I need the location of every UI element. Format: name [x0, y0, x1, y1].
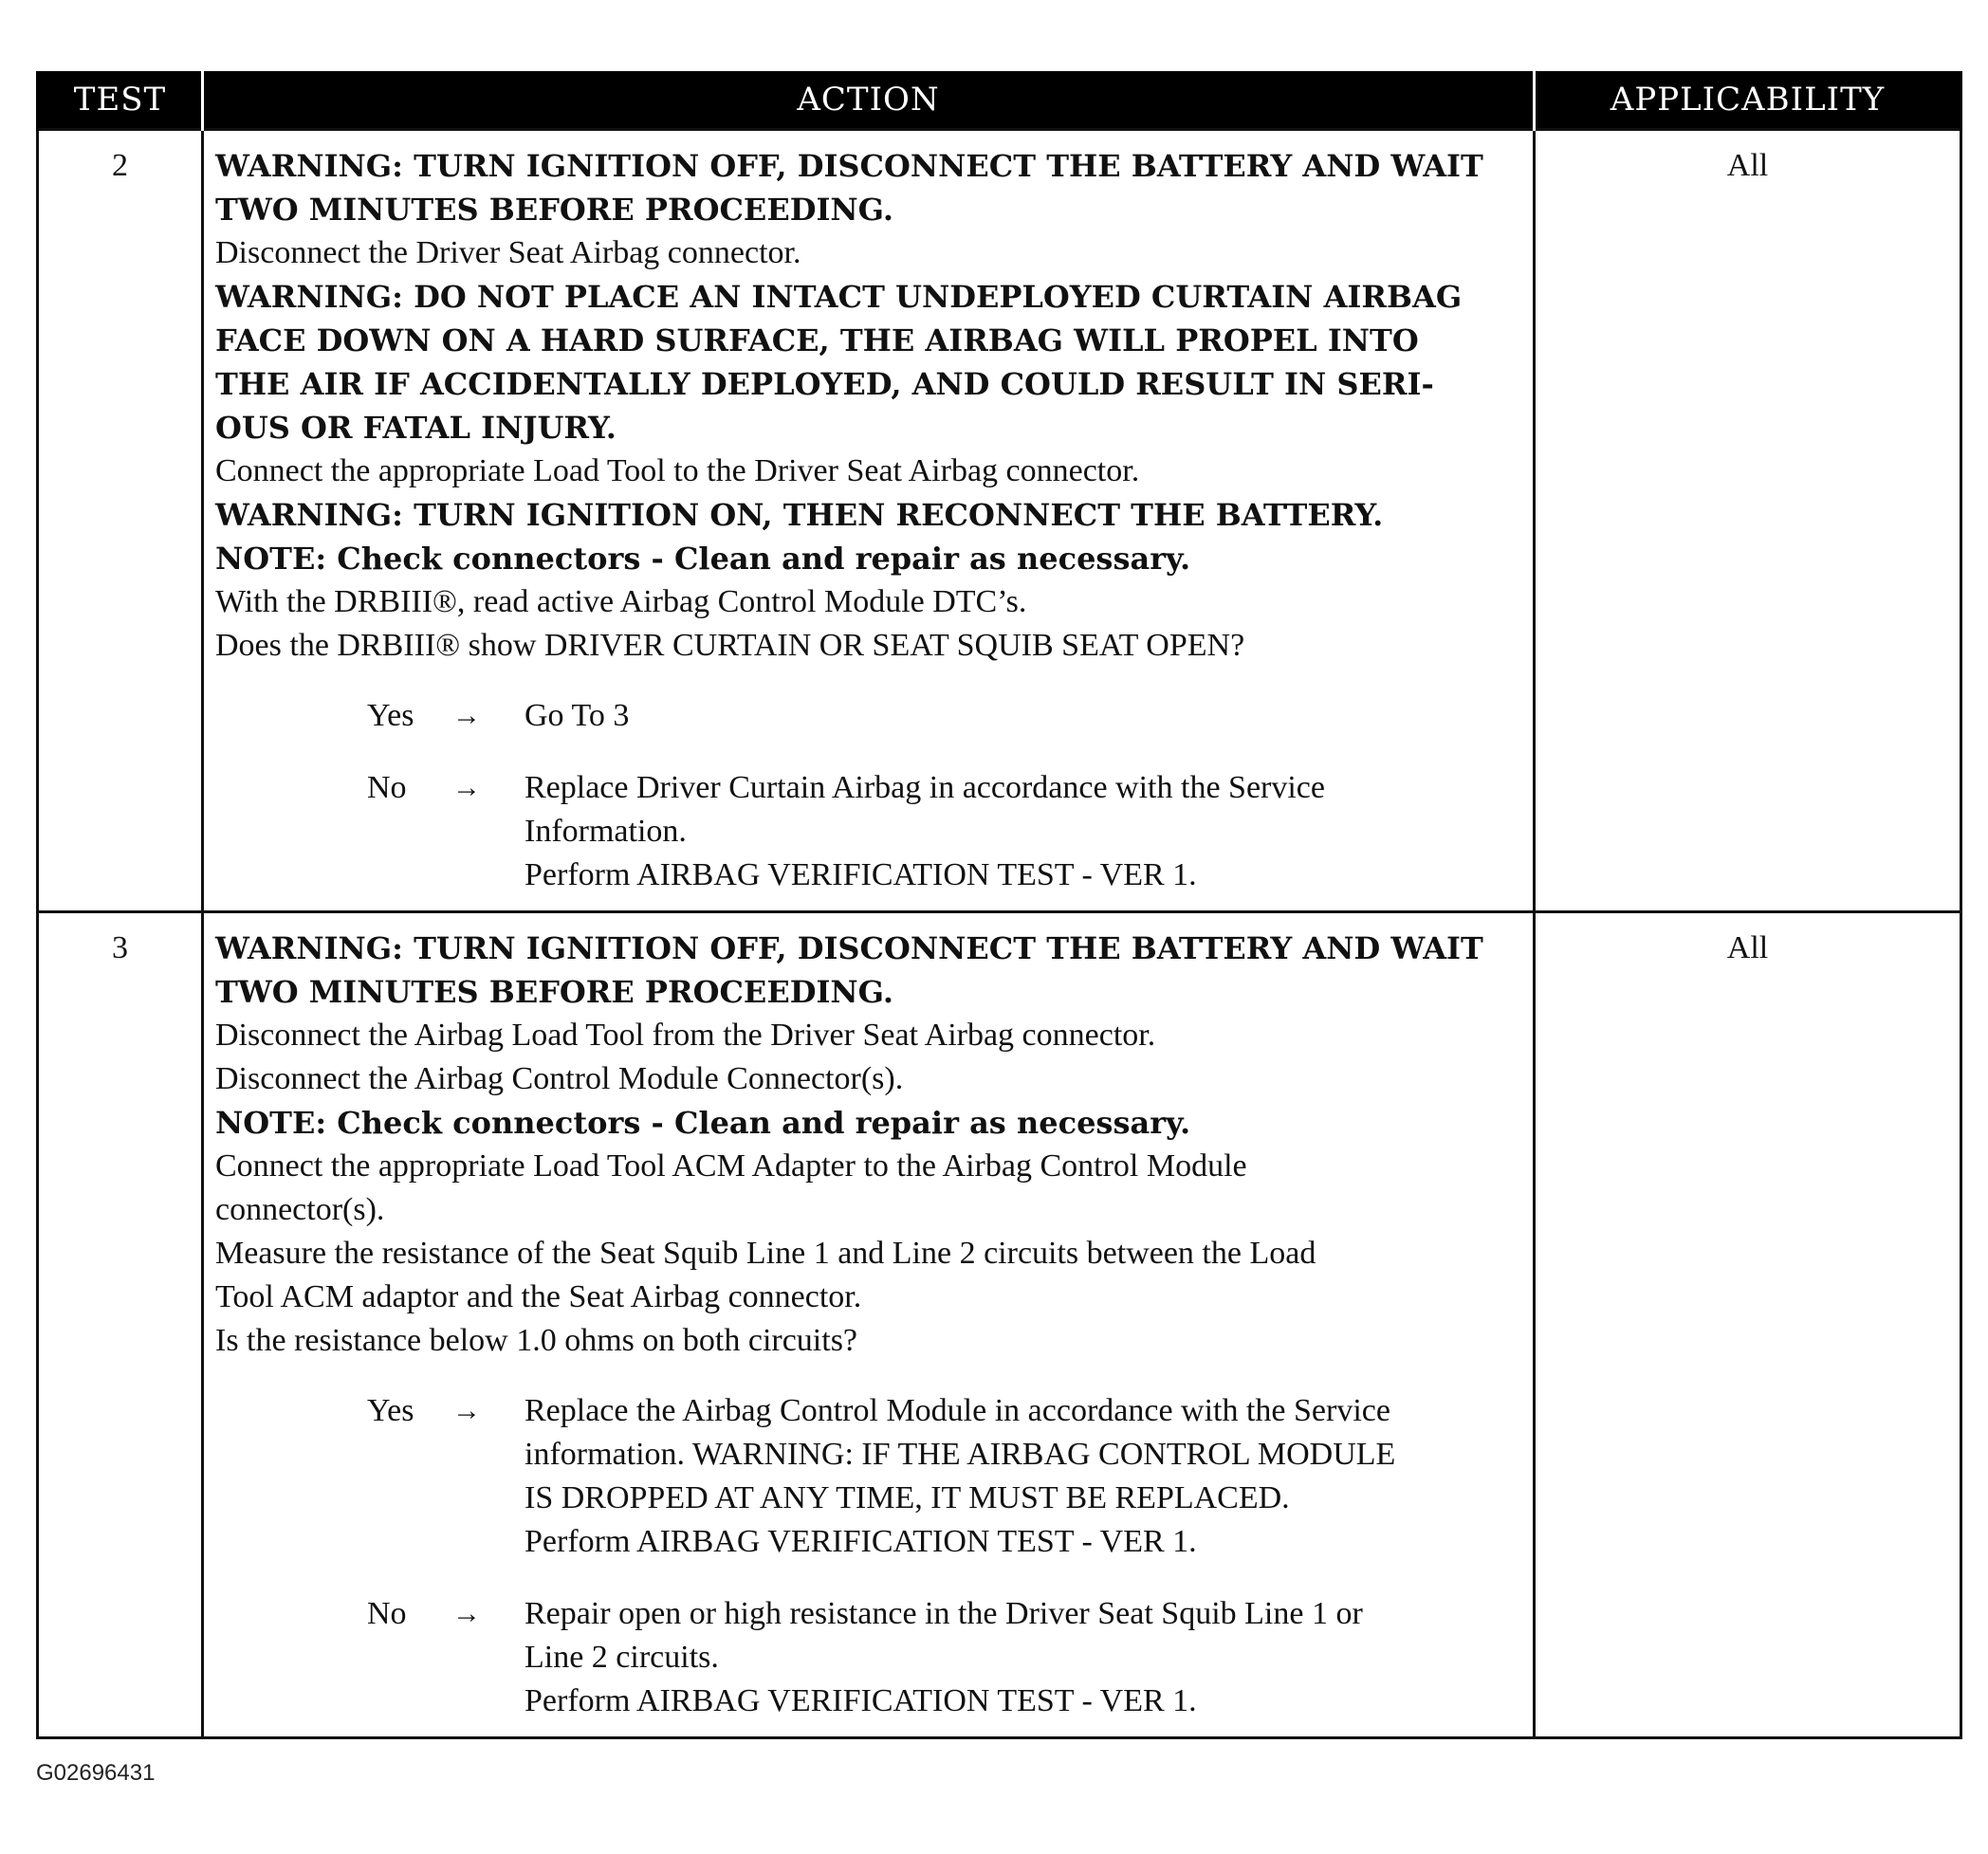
instruction-line: Disconnect the Airbag Control Module Connector(s). — [215, 1061, 904, 1096]
outcome-label: Yes — [367, 698, 414, 733]
outcome-no — [215, 1592, 1521, 1723]
outcome-label: No — [367, 1596, 407, 1631]
instruction-line: Tool ACM adaptor and the Seat Airbag connector. — [215, 1279, 862, 1314]
table-header-row — [38, 71, 1961, 130]
instruction-line: Connect the appropriate Load Tool to the Driver Seat Airbag connector. — [215, 453, 1140, 488]
outcomes — [215, 694, 1521, 897]
action-cell — [203, 912, 1535, 1738]
outcome-text — [525, 1592, 1521, 1723]
instruction-line: Disconnect the Driver Seat Airbag connector. — [215, 235, 801, 270]
outcome-line: Repair open or high resistance in the Driver Seat Squib Line 1 or — [525, 1596, 1363, 1631]
warning-line: FACE DOWN ON A HARD SURFACE, THE AIRBAG WILL PROPEL INTO — [215, 322, 1419, 358]
outcome-no — [215, 766, 1521, 897]
outcome-yes — [215, 1389, 1521, 1564]
outcome-text — [525, 1389, 1521, 1564]
outcome-line: Information. — [525, 814, 687, 849]
outcome-line: Replace the Airbag Control Module in accordance with the Service — [525, 1393, 1390, 1428]
instruction-line: With the DRBIII®, read active Airbag Control Module DTC’s. — [215, 584, 1027, 619]
test-number: 2 — [38, 130, 203, 912]
outcome-line: information. WARNING: IF THE AIRBAG CONTROL MODULE — [525, 1437, 1396, 1472]
right-arrow-icon: → — [452, 1395, 481, 1426]
right-arrow-icon: → — [452, 772, 481, 803]
outcome-line: Line 2 circuits. — [525, 1640, 719, 1675]
header-applicability: APPLICABILITY — [1535, 71, 1961, 130]
warning-line: WARNING: DO NOT PLACE AN INTACT UNDEPLOYED CURTAIN AIRBAG — [215, 279, 1463, 315]
table-body — [38, 130, 1961, 1738]
applicability-value: All — [1535, 912, 1961, 1738]
instruction-line: Does the DRBIII® show DRIVER CURTAIN OR SEAT SQUIB SEAT OPEN? — [215, 628, 1245, 663]
warning-line: NOTE: Check connectors - Clean and repair as necessary. — [215, 541, 1191, 577]
warning-line: WARNING: TURN IGNITION ON, THEN RECONNECT THE BATTERY. — [215, 497, 1384, 533]
outcome-yes — [215, 694, 1521, 738]
table-row — [38, 130, 1961, 912]
instruction-line: Is the resistance below 1.0 ohms on both circuits? — [215, 1323, 858, 1358]
outcome-line: Go To 3 — [525, 698, 630, 733]
outcome-line: Perform AIRBAG VERIFICATION TEST - VER 1. — [525, 857, 1197, 892]
warning-line: OUS OR FATAL INJURY. — [215, 410, 617, 446]
outcome-line: Perform AIRBAG VERIFICATION TEST - VER 1. — [525, 1683, 1197, 1718]
outcome-line: Replace Driver Curtain Airbag in accordance with the Service — [525, 770, 1325, 805]
outcome-text — [525, 766, 1521, 897]
outcomes — [215, 1389, 1521, 1723]
outcome-label: Yes — [367, 1393, 414, 1428]
warning-line: WARNING: TURN IGNITION OFF, DISCONNECT THE BATTERY AND WAIT — [215, 148, 1483, 184]
instruction-line: Disconnect the Airbag Load Tool from the Driver Seat Airbag connector. — [215, 1018, 1156, 1053]
outcome-line: Perform AIRBAG VERIFICATION TEST - VER 1. — [525, 1524, 1197, 1559]
figure-id: G02696431 — [36, 1760, 156, 1786]
outcome-line: IS DROPPED AT ANY TIME, IT MUST BE REPLACED. — [525, 1480, 1290, 1515]
diagnostic-test-table — [36, 71, 1962, 1739]
right-arrow-icon: → — [452, 1598, 481, 1629]
action-cell — [203, 130, 1535, 912]
table-row — [38, 912, 1961, 1738]
warning-line: TWO MINUTES BEFORE PROCEEDING. — [215, 974, 893, 1010]
instruction-line: Connect the appropriate Load Tool ACM Adapter to the Airbag Control Module — [215, 1148, 1247, 1184]
instruction-line: connector(s). — [215, 1192, 385, 1227]
warning-line: NOTE: Check connectors - Clean and repair as necessary. — [215, 1105, 1191, 1141]
instruction-line: Measure the resistance of the Seat Squib Line 1 and Line 2 circuits between the Load — [215, 1236, 1316, 1271]
warning-line: WARNING: TURN IGNITION OFF, DISCONNECT THE BATTERY AND WAIT — [215, 930, 1483, 966]
warning-line: TWO MINUTES BEFORE PROCEEDING. — [215, 192, 893, 228]
warning-line: THE AIR IF ACCIDENTALLY DEPLOYED, AND COULD RESULT IN SERI- — [215, 366, 1434, 402]
applicability-value: All — [1535, 130, 1961, 912]
header-action: ACTION — [203, 71, 1535, 130]
outcome-text — [525, 694, 1521, 738]
outcome-label: No — [367, 770, 407, 805]
header-test: TEST — [38, 71, 203, 130]
test-number: 3 — [38, 912, 203, 1738]
right-arrow-icon: → — [452, 700, 481, 731]
